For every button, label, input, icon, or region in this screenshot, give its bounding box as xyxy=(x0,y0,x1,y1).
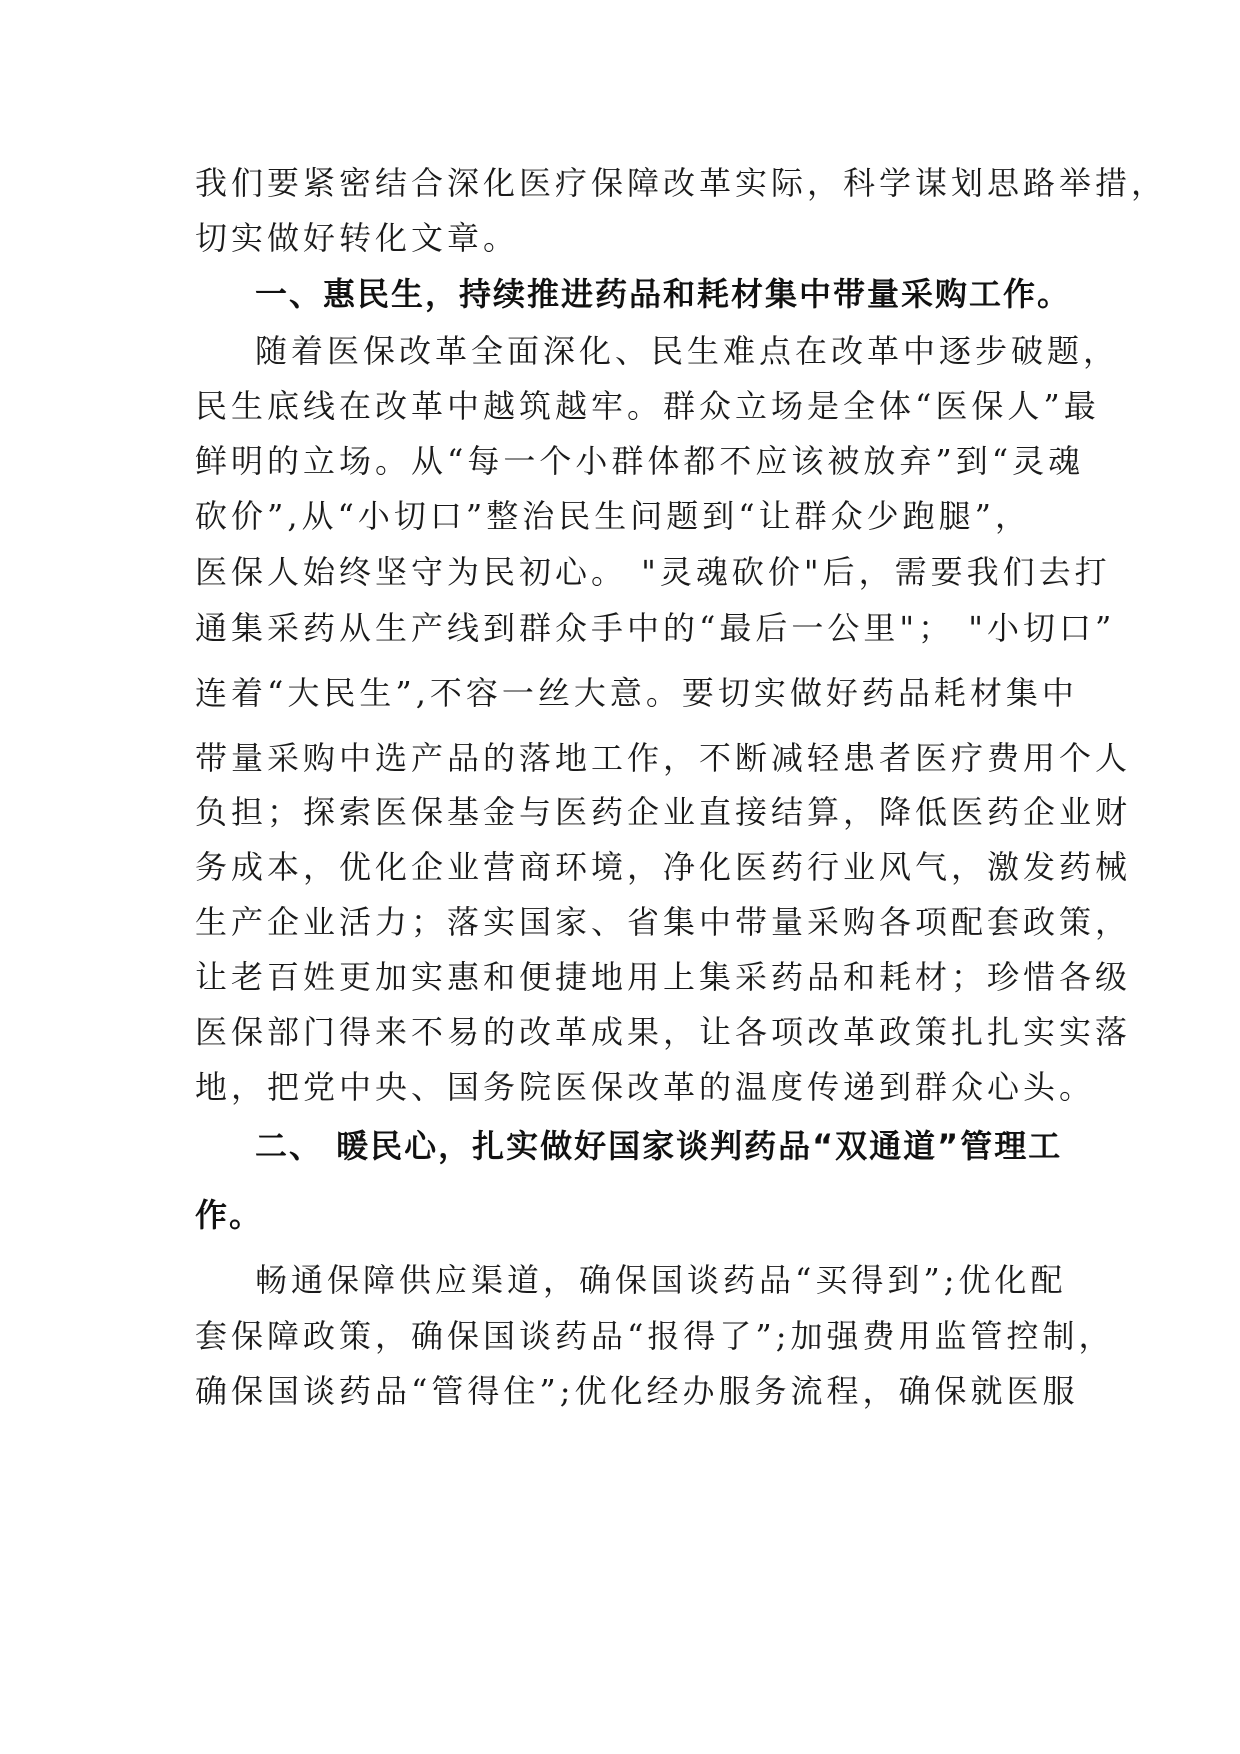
body-text-line: 负担；探索医保基金与医药企业直接结算，降低医药企业财 xyxy=(195,793,1132,831)
body-text-line: 连着“大民生”,不容一丝大意。要切实做好药品耗材集中 xyxy=(195,674,1078,712)
body-text-line: 民生底线在改革中越筑越牢。群众立场是全体“医保人”最 xyxy=(195,387,1100,425)
section-heading: 二、 暖民心，扎实做好国家谈判药品“双通道”管理工 xyxy=(255,1127,1063,1165)
paragraph-first-line: 畅通保障供应渠道，确保国谈药品“买得到”;优化配 xyxy=(255,1261,1067,1299)
body-text-line: 我们要紧密结合深化医疗保障改革实际，科学谋划思路举措， xyxy=(195,164,1168,202)
body-text-line: 鲜明的立场。从“每一个小群体都不应该被放弃”到“灵魂 xyxy=(195,442,1085,480)
body-text-line: 生产企业活力；落实国家、省集中带量采购各项配套政策， xyxy=(195,903,1132,941)
body-text-line: 地，把党中央、国务院医保改革的温度传递到群众心头。 xyxy=(195,1068,1096,1106)
body-text-line: 确保国谈药品“管得住”;优化经办服务流程，确保就医服 xyxy=(195,1372,1079,1410)
section-heading: 一、惠民生，持续推进药品和耗材集中带量采购工作。 xyxy=(255,275,1072,313)
body-text-line: 医保部门得来不易的改革成果，让各项改革政策扎扎实实落 xyxy=(195,1013,1132,1051)
body-text-line: 医保人始终坚守为民初心。 "灵魂砍价"后，需要我们去打 xyxy=(195,553,1111,591)
body-text-line: 务成本，优化企业营商环境，净化医药行业风气，激发药械 xyxy=(195,848,1132,886)
body-text-line: 带量采购中选产品的落地工作，不断减轻患者医疗费用个人 xyxy=(195,739,1132,777)
body-text-line: 砍价”,从“小切口”整治民生问题到“让群众少跑腿”， xyxy=(195,497,1031,535)
section-heading-continuation: 作。 xyxy=(195,1196,264,1234)
body-text-line: 通集采药从生产线到群众手中的“最后一公里"； "小切口” xyxy=(195,609,1116,647)
body-text-line: 套保障政策，确保国谈药品“报得了”;加强费用监管控制， xyxy=(195,1317,1115,1355)
body-text-line: 切实做好转化文章。 xyxy=(195,219,520,257)
body-text-line: 让老百姓更加实惠和便捷地用上集采药品和耗材；珍惜各级 xyxy=(195,958,1132,996)
paragraph-first-line: 随着医保改革全面深化、民生难点在改革中逐步破题， xyxy=(255,332,1120,370)
